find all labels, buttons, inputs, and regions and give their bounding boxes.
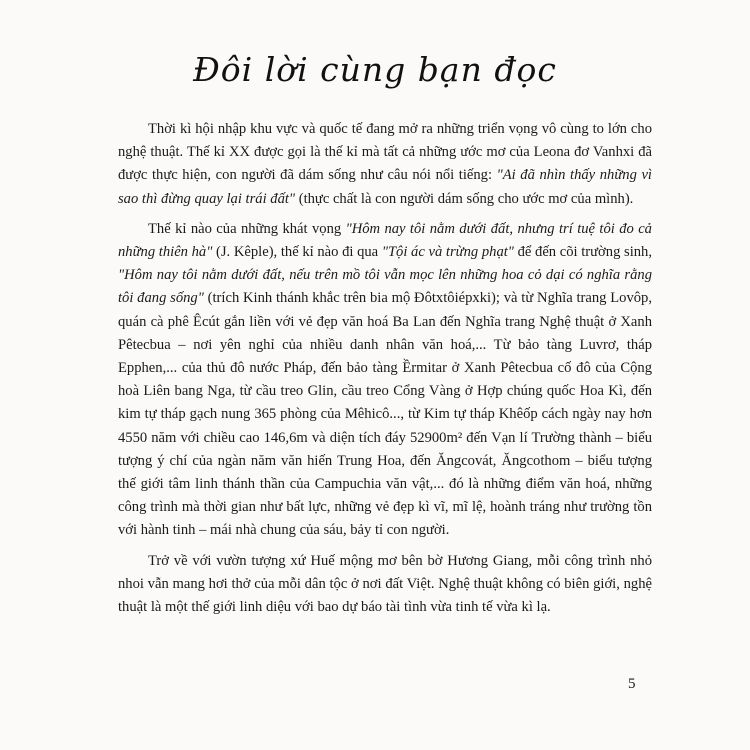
text-segment: (trích Kinh thánh khắc trên bia mộ Đôtxtôiépxki); và từ Nghĩa trang Lovôp, quán cà phê Êcút gắn liền với vẻ đẹp văn hoá Ba Lan đến Nghĩa trang Nghệ thuật ở Xanh Pêtecbua – nơi yên nghỉ của nhiều danh nhân văn hoá,... Từ bảo tàng Luvrơ, tháp Epphen,... của thủ đô nước Pháp, đến bảo tàng Ềrmitar ở Xanh Pêtecbua cố đô của Cộng hoà Liên bang Nga, từ cầu treo Glin, cầu treo Cổng Vàng ở Hợp chúng quốc Hoa Kì, đến kim tự tháp gạch nung 365 phòng của Mêhicô..., từ Kim tự tháp Khêốp cách ngày nay hơn 4550 năm với chiều cao 146,6m và diện tích đáy 52900m² đến Vạn lí Trường thành – biểu tượng ý chí của ngàn năm văn hiến Trung Hoa, đến Ăngcovát, Ăngcothom – biểu tượng thế giới tâm linh thánh thần của Campuchia văn vật,... đó là những điểm văn hoá, những công trình mà thời gian như bất lực, những vẻ đẹp kì vĩ, mĩ lệ, hoành tráng như trường tồn với hành tinh – mái nhà chung của sáu, bảy tỉ con người. bbox=[118, 290, 652, 539]
quote-segment: "Hôm nay tôi nằm dưới đất, nếu trên mồ tôi vẫn mọc lên những hoa cỏ dại có nghĩa rằng tôi đang sống" bbox=[118, 267, 652, 307]
paragraph-2 bbox=[118, 218, 652, 543]
text-segment: để đến cõi trường sinh, bbox=[513, 244, 652, 261]
text-segment: (J. Kêple), thế kỉ nào đi qua bbox=[212, 244, 382, 261]
page-body bbox=[118, 118, 652, 620]
text-segment: Thế kỉ nào của những khát vọng bbox=[148, 220, 346, 237]
text-segment: Trở về với vườn tượng xứ Huế mộng mơ bên bờ Hương Giang, mỗi công trình nhỏ nhoi vẫn mang hơi thở của mỗi dân tộc ở nơi đất Việt. Nghệ thuật không có biên giới, nghệ thuật là một thế giới linh diệu với bao dự báo tài tình vừa tinh tế vừa kì lạ. bbox=[118, 552, 652, 616]
quote-segment: "Ai đã nhìn thấy những vì sao thì đừng quay lại trái đất" bbox=[118, 167, 652, 207]
page-number: 5 bbox=[628, 676, 636, 692]
text-segment: Thời kì hội nhập khu vực và quốc tế đang mở ra những triển vọng vô cùng to lớn cho nghệ thuật. Thế kỉ XX được gọi là thế kỉ mà tất cả những ước mơ của Leona đơ Vanhxi đã được thực hiện, con người đã dám sống như câu nói nổi tiếng: bbox=[118, 121, 652, 184]
page-title: Đôi lời cùng bạn đọc bbox=[193, 50, 557, 89]
quote-segment: "Hôm nay tôi nằm dưới đất, nhưng trí tuệ tôi đo cả những thiên hà" bbox=[118, 220, 652, 261]
paragraph-3 bbox=[118, 550, 652, 620]
text-segment: (thực chất là con người dám sống cho ước mơ của mình). bbox=[295, 190, 634, 207]
paragraph-1 bbox=[118, 118, 652, 211]
quote-segment: "Tội ác và trừng phạt" bbox=[381, 244, 514, 261]
